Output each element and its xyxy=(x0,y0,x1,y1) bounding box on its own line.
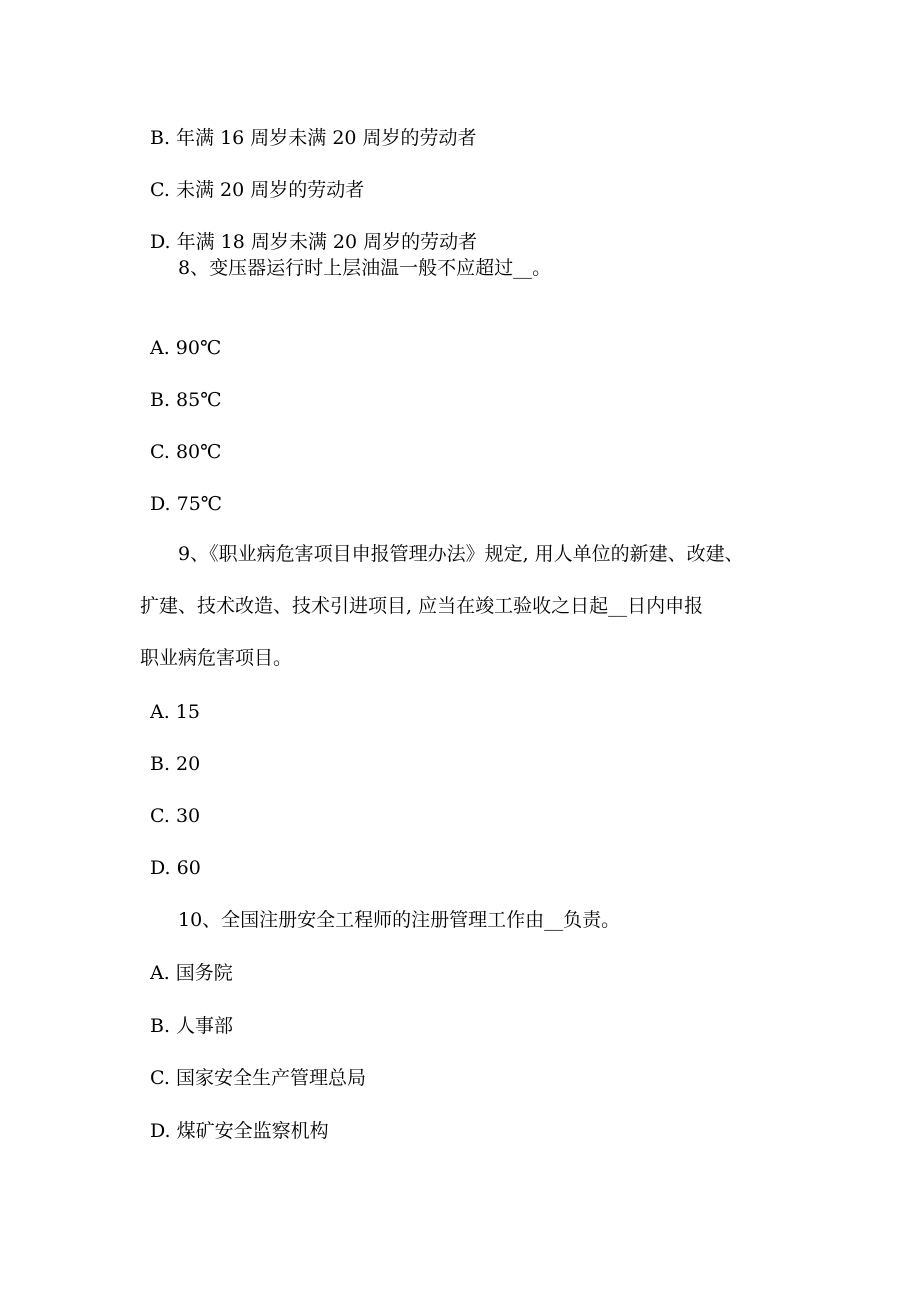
q9-question-line-2: 扩建、技术改造、技术引进项目, 应当在竣工验收之日起__日内申报 xyxy=(140,595,704,617)
q7-option-d: D. 年满 18 周岁未满 20 周岁的劳动者 xyxy=(150,231,478,253)
q10-option-c: C. 国家安全生产管理总局 xyxy=(150,1067,366,1089)
q8-option-b: B. 85℃ xyxy=(150,389,222,411)
q10-option-a: A. 国务院 xyxy=(150,962,233,984)
q10-option-b: B. 人事部 xyxy=(150,1015,234,1037)
q9-question-line-1: 9、《职业病危害项目申报管理办法》规定, 用人单位的新建、改建、 xyxy=(178,543,744,565)
q8-question: 8、变压器运行时上层油温一般不应超过__。 xyxy=(178,257,552,279)
q8-option-c: C. 80℃ xyxy=(150,441,222,463)
q10-question: 10、全国注册安全工程师的注册管理工作由__负责。 xyxy=(178,909,621,931)
q9-question-line-3: 职业病危害项目。 xyxy=(140,647,293,669)
q8-option-d: D. 75℃ xyxy=(150,493,223,515)
q9-option-d: D. 60 xyxy=(150,857,201,879)
q10-option-d: D. 煤矿安全监察机构 xyxy=(150,1120,329,1142)
q8-option-a: A. 90℃ xyxy=(150,337,222,359)
q9-option-c: C. 30 xyxy=(150,805,201,827)
q7-option-c: C. 未满 20 周岁的劳动者 xyxy=(150,179,365,201)
q9-option-b: B. 20 xyxy=(150,753,201,775)
q9-option-a: A. 15 xyxy=(150,701,200,723)
q7-option-b: B. 年满 16 周岁未满 20 周岁的劳动者 xyxy=(150,127,477,149)
